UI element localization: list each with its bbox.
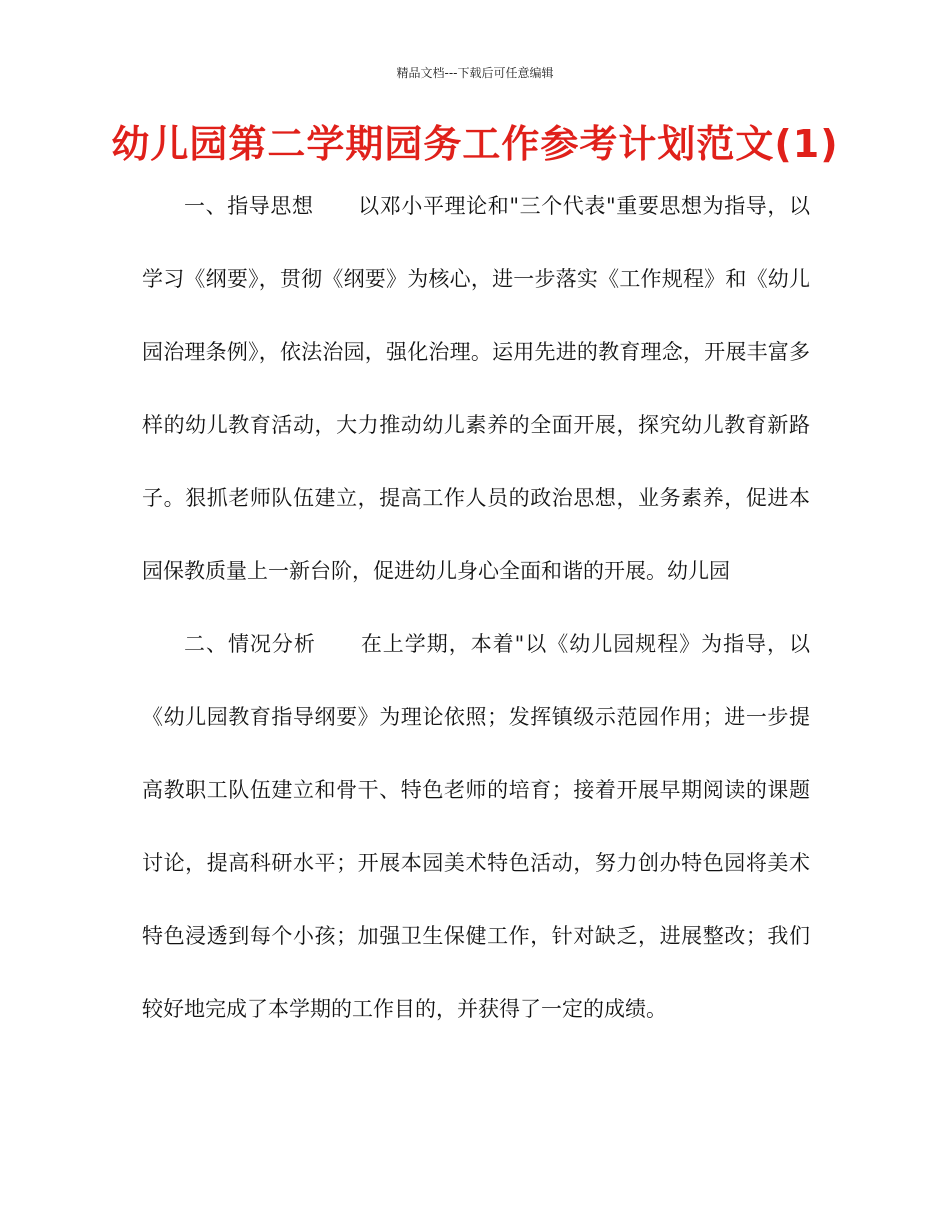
section-heading: 二、情况分析 (184, 632, 316, 656)
section-text: 在上学期，本着"以《幼儿园规程》为指导，以《幼儿园教育指导纲要》为理论依照；发挥镇级示范园作用；进一步提高教职工队伍建立和骨干、特色老师的培育；接着开展早期阅读的课题讨论，提高科研水平；开展本园美术特色活动，努力创办特色园将美术特色浸透到每个小孩；加强卫生保健工作，针对缺乏，进展整改；我们较好地完成了本学期的工作目的，并获得了一定的成绩。 (142, 632, 810, 1021)
header-note: 精品文档---下载后可任意编辑 (396, 66, 554, 80)
document-body (142, 170, 810, 1046)
document-title: 幼儿园第二学期园务工作参考计划范文(1) (111, 122, 839, 166)
section-text: 以邓小平理论和"三个代表"重要思想为指导，以学习《纲要》，贯彻《纲要》为核心，进一步落实《工作规程》和《幼儿园治理条例》，依法治园，强化治理。运用先进的教育理念，开展丰富多样的幼儿教育活动，大力推动幼儿素养的全面开展，探究幼儿教育新路子。狠抓老师队伍建立，提高工作人员的政治思想，业务素养，促进本园保教质量上一新台阶，促进幼儿身心全面和谐的开展。幼儿园 (142, 194, 810, 583)
section-heading: 一、指导思想 (184, 194, 314, 218)
section-guiding-ideology (142, 170, 810, 608)
section-situation-analysis (142, 608, 810, 1046)
